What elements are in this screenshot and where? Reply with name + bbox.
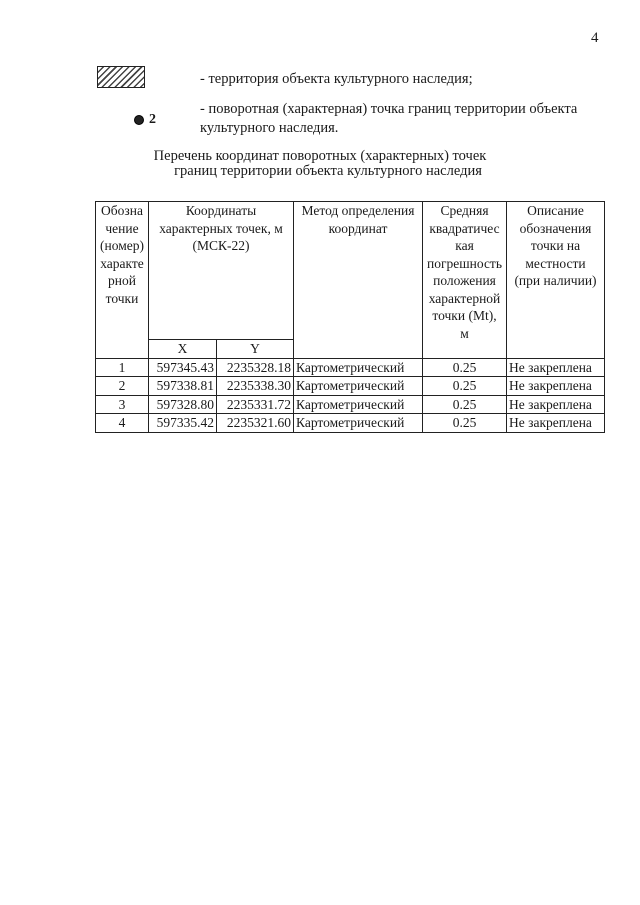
header-error: Средняя квадратичес кая погрешность положения характерной точки (Mt), м [423, 202, 507, 359]
table-header-row [96, 202, 605, 340]
cell-number: 4 [96, 414, 149, 433]
cell-number: 2 [96, 377, 149, 396]
cell-method: Картометрический [294, 377, 423, 396]
cell-description: Не закреплена [507, 377, 605, 396]
header-coordinates: Координаты характерных точек, м (МСК-22) [149, 202, 294, 340]
cell-description: Не закреплена [507, 414, 605, 433]
cell-description: Не закреплена [507, 358, 605, 377]
header-description: Описание обозначения точки на местности (при наличии) [507, 202, 605, 359]
territory-hatch-icon [97, 66, 145, 88]
cell-y: 2235338.30 [217, 377, 294, 396]
legend-point-marker [134, 112, 156, 128]
cell-y: 2235328.18 [217, 358, 294, 377]
cell-x: 597345.43 [149, 358, 217, 377]
caption-line-2: границ территории объекта культурного наследия [174, 163, 482, 179]
cell-error: 0.25 [423, 414, 507, 433]
cell-number: 1 [96, 358, 149, 377]
cell-error: 0.25 [423, 395, 507, 414]
cell-method: Картометрический [294, 358, 423, 377]
legend-territory-text: - территория объекта культурного наследия; [200, 71, 473, 87]
cell-method: Картометрический [294, 414, 423, 433]
table-row [96, 395, 605, 414]
cell-y: 2235331.72 [217, 395, 294, 414]
cell-x: 597328.80 [149, 395, 217, 414]
table-row [96, 414, 605, 433]
coordinates-table [95, 201, 605, 433]
cell-method: Картометрический [294, 395, 423, 414]
table-row [96, 377, 605, 396]
cell-x: 597335.42 [149, 414, 217, 433]
legend-point-text-2: культурного наследия. [200, 120, 339, 136]
legend-point-text-1: - поворотная (характерная) точка границ территории объекта [200, 101, 578, 117]
cell-error: 0.25 [423, 358, 507, 377]
cell-number: 3 [96, 395, 149, 414]
cell-error: 0.25 [423, 377, 507, 396]
table-row [96, 358, 605, 377]
header-x: X [149, 340, 217, 359]
page-number: 4 [591, 30, 599, 46]
caption-line-1: Перечень координат поворотных (характерных) точек [153, 148, 487, 164]
cell-x: 597338.81 [149, 377, 217, 396]
legend-point-label: 2 [149, 112, 156, 127]
header-point-number: Обозна чение (номер) характе рной точки [96, 202, 149, 359]
header-method: Метод определения координат [294, 202, 423, 359]
header-y: Y [217, 340, 294, 359]
point-dot-icon [134, 115, 144, 125]
cell-y: 2235321.60 [217, 414, 294, 433]
cell-description: Не закреплена [507, 395, 605, 414]
